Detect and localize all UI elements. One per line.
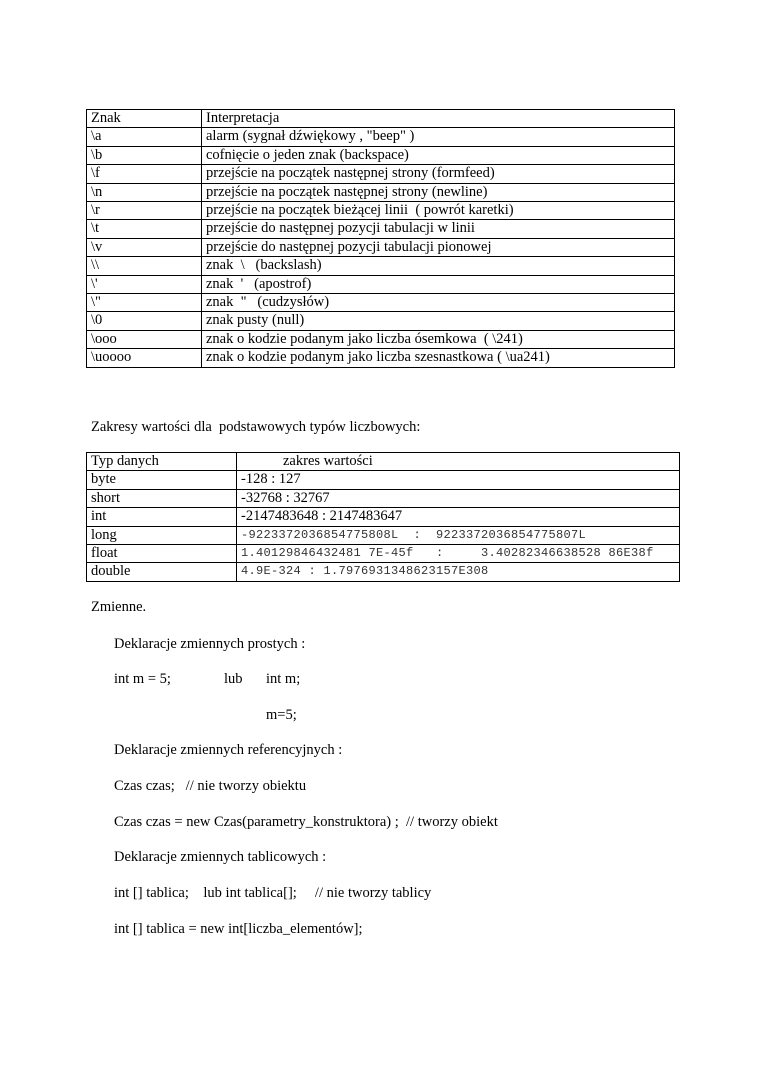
escape-meaning-cell: znak pusty (null) [202, 312, 675, 330]
escape-code-cell: \v [87, 238, 202, 256]
escape-code-cell: \r [87, 202, 202, 220]
table-row [87, 330, 675, 348]
table-row [87, 275, 675, 293]
table-row [87, 165, 675, 183]
table-row [87, 183, 675, 201]
escape-meaning-cell: znak " (cudzysłów) [202, 294, 675, 312]
table-row [87, 545, 680, 563]
type-name-cell: byte [87, 471, 237, 489]
code-czas-2: Czas czas = new Czas(parametry_konstruktora) ; // tworzy obiekt [114, 814, 498, 830]
type-name-cell: short [87, 489, 237, 507]
escape-code-cell: \ooo [87, 330, 202, 348]
escape-meaning-cell: cofnięcie o jeden znak (backspace) [202, 146, 675, 164]
decl-ref-heading: Deklaracje zmiennych referencyjnych : [114, 742, 343, 758]
table-row [87, 489, 680, 507]
escape-meaning-cell: przejście do następnej pozycji tabulacji w linii [202, 220, 675, 238]
table-row [87, 471, 680, 489]
table-header-row [87, 110, 675, 128]
type-range-cell: 4.9E-324 : 1.7976931348623157E308 [237, 563, 680, 581]
header-cell: Typ danych [87, 453, 237, 471]
code-int-m5: int m = 5; [114, 671, 171, 687]
section-title-zmienne: Zmienne. [91, 599, 147, 615]
escape-code-cell: \t [87, 220, 202, 238]
escape-code-cell: \n [87, 183, 202, 201]
table-row [87, 202, 675, 220]
header-cell: Interpretacja [202, 110, 675, 128]
table-row [87, 220, 675, 238]
escape-meaning-cell: znak o kodzie podanym jako liczba szesnastkowa ( \ua241) [202, 349, 675, 367]
table-row [87, 508, 680, 526]
code-int-m: int m; [266, 671, 301, 687]
escape-meaning-cell: znak o kodzie podanym jako liczba ósemkowa ( \241) [202, 330, 675, 348]
code-arr-1: int [] tablica; lub int tablica[]; // nie tworzy tablicy [114, 885, 432, 901]
table-row [87, 312, 675, 330]
code-m5: m=5; [266, 707, 297, 723]
escape-code-cell: \f [87, 165, 202, 183]
escape-meaning-cell: przejście na początek następnej strony (formfeed) [202, 165, 675, 183]
table-row [87, 294, 675, 312]
table-row [87, 526, 680, 544]
table-row [87, 257, 675, 275]
escape-meaning-cell: przejście na początek bieżącej linii ( powrót karetki) [202, 202, 675, 220]
escape-code-cell: \" [87, 294, 202, 312]
table-row [87, 146, 675, 164]
escape-meaning-cell: alarm (sygnał dźwiękowy , "beep" ) [202, 128, 675, 146]
escape-code-cell: \a [87, 128, 202, 146]
table-row [87, 349, 675, 367]
table-header-row [87, 453, 680, 471]
escape-meaning-cell: przejście na początek następnej strony (newline) [202, 183, 675, 201]
escape-code-cell: \b [87, 146, 202, 164]
ranges-heading: Zakresy wartości dla podstawowych typów liczbowych: [91, 419, 421, 435]
code-czas-1: Czas czas; // nie tworzy obiektu [114, 778, 307, 794]
escape-code-cell: \0 [87, 312, 202, 330]
type-name-cell: int [87, 508, 237, 526]
type-range-cell: -32768 : 32767 [237, 489, 680, 507]
code-lub: lub [224, 671, 243, 687]
escape-meaning-cell: znak ' (apostrof) [202, 275, 675, 293]
type-range-cell: -2147483648 : 2147483647 [237, 508, 680, 526]
table-row [87, 563, 680, 581]
type-name-cell: float [87, 545, 237, 563]
numeric-ranges-table [86, 452, 680, 582]
type-range-cell: -128 : 127 [237, 471, 680, 489]
code-arr-2: int [] tablica = new int[liczba_elementów]; [114, 921, 363, 937]
escape-meaning-cell: znak \ (backslash) [202, 257, 675, 275]
decl-arr-heading: Deklaracje zmiennych tablicowych : [114, 849, 327, 865]
type-range-cell: 1.40129846432481 7E-45f : 3.40282346638528 86E38f [237, 545, 680, 563]
table-row [87, 128, 675, 146]
escape-code-cell: \uoooo [87, 349, 202, 367]
escape-code-cell: \' [87, 275, 202, 293]
type-range-cell: -9223372036854775808L : 9223372036854775807L [237, 526, 680, 544]
escape-code-cell: \\ [87, 257, 202, 275]
escape-meaning-cell: przejście do następnej pozycji tabulacji pionowej [202, 238, 675, 256]
header-cell: Znak [87, 110, 202, 128]
header-cell: zakres wartości [237, 453, 680, 471]
type-name-cell: long [87, 526, 237, 544]
type-name-cell: double [87, 563, 237, 581]
decl-simple-heading: Deklaracje zmiennych prostych : [114, 636, 306, 652]
table-row [87, 238, 675, 256]
escape-sequences-table [86, 109, 675, 368]
